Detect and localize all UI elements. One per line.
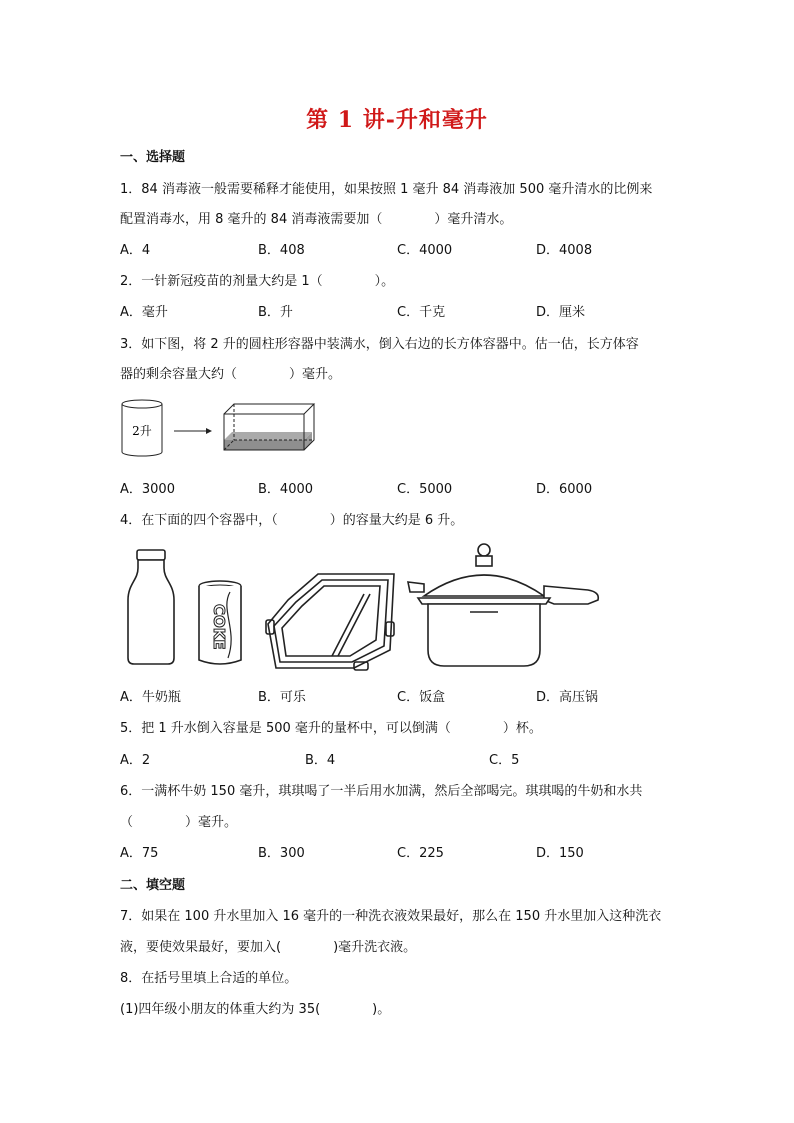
question-4-line-1: 4．在下面的四个容器中，（ ）的容量大约是 6 升。	[120, 513, 464, 528]
question-3-option-b: B．4000	[258, 482, 314, 497]
question-6-line-1: 6．一满杯牛奶 150 毫升，琪琪喝了一半后用水加满，然后全部喝完。琪琪喝的牛奶和水共	[120, 784, 643, 799]
question-2-line-1: 2．一针新冠疫苗的剂量大约是 1（ ）。	[120, 274, 395, 289]
can-brand-text: COKE	[210, 604, 228, 650]
question-2-option-c: C．千克	[397, 305, 446, 320]
question-3-line-1: 3．如下图，将 2 升的圆柱形容器中装满水，倒入右边的长方体容器中。估一估，长方体容	[120, 337, 639, 352]
arrow-right-icon	[174, 428, 212, 434]
question-8-sub-1: (1)四年级小朋友的体重大约为 35( )。	[120, 1002, 391, 1017]
question-1-line-2: 配置消毒水，用 8 毫升的 84 消毒液需要加（ ）毫升清水。	[120, 212, 513, 227]
cuboid-container-icon	[224, 404, 314, 450]
question-2-option-b: B．升	[258, 305, 293, 320]
question-4-option-c: C．饭盒	[397, 690, 446, 705]
question-6-option-b: B．300	[258, 846, 305, 861]
question-5-option-c: C．5	[489, 753, 520, 768]
question-3-option-c: C．5000	[397, 482, 453, 497]
question-7-line-1: 7．如果在 100 升水里加入 16 毫升的一种洗衣液效果最好，那么在 150 升水里加入这种洗衣	[120, 909, 662, 924]
question-7-line-2: 液，要使效果最好，要加入( )毫升洗衣液。	[120, 940, 417, 955]
question-6-line-2: （ ）毫升。	[120, 815, 238, 830]
page-title: 第 1 讲-升和毫升	[306, 107, 488, 133]
question-5-option-b: B．4	[305, 753, 336, 768]
question-4-figure	[118, 540, 608, 672]
section-heading-fill: 二、填空题	[120, 878, 186, 893]
coke-can-icon	[199, 581, 241, 664]
question-8-line-1: 8．在括号里填上合适的单位。	[120, 971, 298, 986]
question-5-option-a: A．2	[120, 753, 151, 768]
question-3-option-a: A．3000	[120, 482, 175, 497]
lunch-box-icon	[266, 574, 394, 670]
question-3-line-2: 器的剩余容量大约（ ）毫升。	[120, 367, 342, 382]
section-heading-choice: 一、选择题	[120, 150, 186, 165]
question-1-option-b: B．408	[258, 243, 305, 258]
question-5-line-1: 5．把 1 升水倒入容量是 500 毫升的量杯中，可以倒满（ ）杯。	[120, 721, 542, 736]
question-1-line-1: 1．84 消毒液一般需要稀释才能使用，如果按照 1 毫升 84 消毒液加 500 毫升清水的比例来	[120, 182, 653, 197]
question-1-option-a: A．4	[120, 243, 151, 258]
question-6-option-c: C．225	[397, 846, 444, 861]
question-2-option-a: A．毫升	[120, 305, 168, 320]
question-4-option-a: A．牛奶瓶	[120, 690, 181, 705]
question-4-option-b: B．可乐	[258, 690, 306, 705]
question-1-option-d: D．4008	[536, 243, 593, 258]
question-6-option-a: A．75	[120, 846, 159, 861]
question-6-option-d: D．150	[536, 846, 584, 861]
milk-bottle-icon	[128, 550, 174, 664]
question-4-option-d: D．高压锅	[536, 690, 599, 705]
question-3-option-d: D．6000	[536, 482, 593, 497]
question-3-figure	[118, 398, 318, 460]
pressure-cooker-icon	[408, 544, 598, 666]
question-1-option-c: C．4000	[397, 243, 453, 258]
cylinder-label: 2升	[132, 424, 152, 438]
question-2-option-d: D．厘米	[536, 305, 586, 320]
